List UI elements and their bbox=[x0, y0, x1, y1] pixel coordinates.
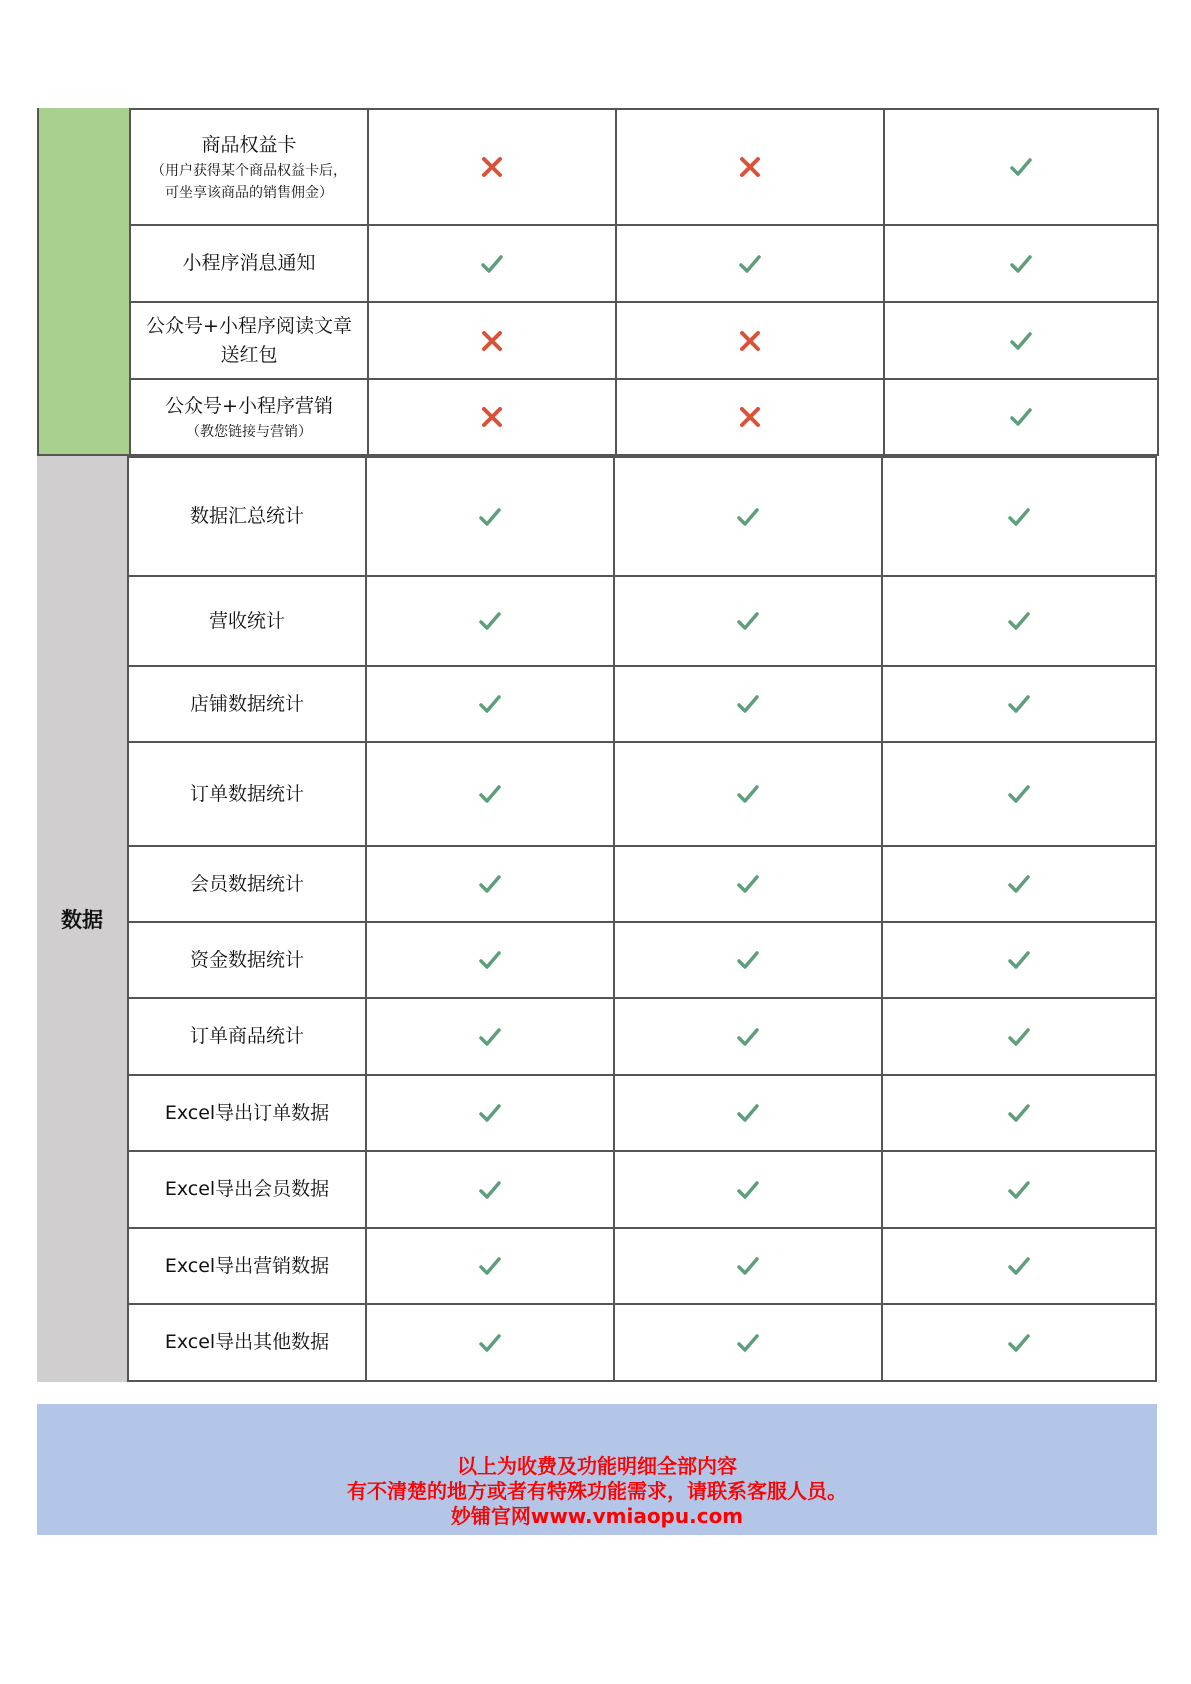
feature-cell bbox=[127, 1229, 367, 1303]
check-icon bbox=[736, 1178, 760, 1202]
mark-cell bbox=[617, 380, 885, 454]
feature-cell bbox=[127, 667, 367, 741]
feature-cell bbox=[127, 458, 367, 575]
mark-cell bbox=[883, 1152, 1157, 1227]
mark-cell bbox=[369, 110, 617, 224]
check-icon bbox=[478, 872, 502, 896]
feature-label: 商品权益卡 bbox=[201, 133, 297, 156]
footer-website: 妙铺官网www.vmiaopu.com bbox=[450, 1504, 744, 1528]
check-icon bbox=[736, 692, 760, 716]
cross-icon bbox=[738, 329, 762, 353]
table-row bbox=[127, 1152, 1157, 1229]
mark-cell bbox=[367, 1152, 615, 1227]
category-band-marketing bbox=[37, 108, 129, 456]
mark-cell bbox=[883, 1229, 1157, 1303]
feature-label: 公众号+小程序营销 bbox=[165, 394, 333, 417]
table-row bbox=[127, 999, 1157, 1076]
feature-label: 订单商品统计 bbox=[189, 1025, 304, 1047]
mark-cell bbox=[615, 1229, 883, 1303]
mark-cell bbox=[883, 458, 1157, 575]
mark-cell bbox=[369, 226, 617, 301]
check-icon bbox=[1007, 1101, 1031, 1125]
footer-line-1: 以上为收费及功能明细全部内容 bbox=[457, 1454, 737, 1478]
check-icon bbox=[1009, 155, 1033, 179]
table-row bbox=[127, 1305, 1157, 1382]
table-row bbox=[129, 226, 1159, 303]
feature-label: 资金数据统计 bbox=[189, 948, 304, 971]
feature-label: 数据汇总统计 bbox=[189, 505, 304, 527]
feature-cell bbox=[127, 1152, 367, 1227]
check-icon bbox=[478, 1025, 502, 1049]
check-icon bbox=[736, 1331, 760, 1355]
check-icon bbox=[1007, 782, 1031, 806]
check-icon bbox=[736, 505, 760, 529]
feature-label: 店铺数据统计 bbox=[189, 692, 304, 715]
mark-cell bbox=[883, 999, 1157, 1074]
mark-cell bbox=[369, 303, 617, 378]
check-icon bbox=[478, 692, 502, 716]
feature-label: 订单数据统计 bbox=[189, 782, 304, 805]
feature-cell bbox=[127, 577, 367, 665]
mark-cell bbox=[615, 1076, 883, 1150]
mark-cell bbox=[615, 999, 883, 1074]
mark-cell bbox=[367, 999, 615, 1074]
mark-cell bbox=[617, 303, 885, 378]
check-icon bbox=[736, 872, 760, 896]
check-icon bbox=[736, 609, 760, 633]
cross-icon bbox=[480, 405, 504, 429]
cross-icon bbox=[738, 405, 762, 429]
mark-cell bbox=[883, 847, 1157, 921]
check-icon bbox=[1007, 872, 1031, 896]
table-row bbox=[127, 743, 1157, 847]
table-row bbox=[127, 923, 1157, 999]
check-icon bbox=[1009, 405, 1033, 429]
check-icon bbox=[736, 1025, 760, 1049]
table-row bbox=[127, 456, 1157, 577]
table-row bbox=[129, 380, 1159, 456]
check-icon bbox=[736, 782, 760, 806]
check-icon bbox=[478, 948, 502, 972]
cross-icon bbox=[738, 155, 762, 179]
mark-cell bbox=[883, 743, 1157, 845]
mark-cell bbox=[883, 1305, 1157, 1380]
check-icon bbox=[1007, 1025, 1031, 1049]
mark-cell bbox=[615, 743, 883, 845]
mark-cell bbox=[615, 1152, 883, 1227]
table-row bbox=[129, 108, 1159, 226]
cross-icon bbox=[480, 155, 504, 179]
feature-note: （用户获得某个商品权益卡后， bbox=[151, 162, 347, 179]
check-icon bbox=[480, 252, 504, 276]
mark-cell bbox=[885, 303, 1159, 378]
cross-icon bbox=[480, 329, 504, 353]
feature-note: （教您链接与营销） bbox=[186, 423, 312, 440]
mark-cell bbox=[615, 667, 883, 741]
check-icon bbox=[478, 1101, 502, 1125]
mark-cell bbox=[367, 577, 615, 665]
check-icon bbox=[1007, 692, 1031, 716]
mark-cell bbox=[367, 1229, 615, 1303]
feature-comparison-table bbox=[37, 108, 1157, 1382]
mark-cell bbox=[615, 577, 883, 665]
mark-cell bbox=[367, 847, 615, 921]
mark-cell bbox=[615, 923, 883, 997]
table-row bbox=[127, 1229, 1157, 1305]
check-icon bbox=[1009, 252, 1033, 276]
feature-label-line2: 送红包 bbox=[220, 343, 278, 366]
category-band-data: 数据 bbox=[37, 456, 127, 1382]
feature-label: 会员数据统计 bbox=[189, 872, 304, 895]
mark-cell bbox=[367, 1076, 615, 1150]
table-row bbox=[127, 847, 1157, 923]
footer-notice bbox=[37, 1404, 1157, 1535]
check-icon bbox=[736, 948, 760, 972]
mark-cell bbox=[617, 110, 885, 224]
check-icon bbox=[1007, 1331, 1031, 1355]
mark-cell bbox=[885, 226, 1159, 301]
feature-label: Excel导出其他数据 bbox=[164, 1331, 330, 1353]
check-icon bbox=[1009, 329, 1033, 353]
section-data bbox=[37, 456, 1157, 1382]
feature-cell bbox=[127, 923, 367, 997]
check-icon bbox=[478, 782, 502, 806]
mark-cell bbox=[615, 1305, 883, 1380]
mark-cell bbox=[617, 226, 885, 301]
feature-label: 营收统计 bbox=[208, 609, 285, 632]
feature-label: 小程序消息通知 bbox=[182, 252, 316, 274]
mark-cell bbox=[615, 458, 883, 575]
check-icon bbox=[736, 1254, 760, 1278]
mark-cell bbox=[615, 847, 883, 921]
table-row bbox=[127, 577, 1157, 667]
mark-cell bbox=[883, 1076, 1157, 1150]
check-icon bbox=[1007, 609, 1031, 633]
check-icon bbox=[478, 1254, 502, 1278]
check-icon bbox=[478, 505, 502, 529]
mark-cell bbox=[883, 577, 1157, 665]
feature-cell bbox=[129, 110, 369, 224]
feature-note: 可坐享该商品的销售佣金） bbox=[165, 184, 333, 201]
check-icon bbox=[738, 252, 762, 276]
feature-label: Excel导出订单数据 bbox=[164, 1101, 330, 1124]
check-icon bbox=[478, 609, 502, 633]
mark-cell bbox=[367, 667, 615, 741]
check-icon bbox=[1007, 1178, 1031, 1202]
feature-cell bbox=[127, 847, 367, 921]
mark-cell bbox=[367, 923, 615, 997]
feature-label: Excel导出营销数据 bbox=[164, 1254, 330, 1277]
mark-cell bbox=[885, 380, 1159, 454]
table-row bbox=[127, 667, 1157, 743]
feature-cell bbox=[127, 743, 367, 845]
section-marketing bbox=[37, 108, 1157, 456]
check-icon bbox=[478, 1178, 502, 1202]
mark-cell bbox=[369, 380, 617, 454]
mark-cell bbox=[367, 743, 615, 845]
table-row bbox=[129, 303, 1159, 380]
mark-cell bbox=[367, 458, 615, 575]
feature-cell bbox=[127, 999, 367, 1074]
feature-cell bbox=[129, 380, 369, 454]
feature-cell bbox=[127, 1076, 367, 1150]
table-row bbox=[127, 1076, 1157, 1152]
check-icon bbox=[478, 1331, 502, 1355]
mark-cell bbox=[883, 667, 1157, 741]
mark-cell bbox=[883, 923, 1157, 997]
check-icon bbox=[736, 1101, 760, 1125]
feature-cell bbox=[127, 1305, 367, 1380]
mark-cell bbox=[367, 1305, 615, 1380]
footer-line-2: 有不清楚的地方或者有特殊功能需求，请联系客服人员。 bbox=[347, 1479, 847, 1503]
feature-label: Excel导出会员数据 bbox=[164, 1178, 330, 1200]
mark-cell bbox=[885, 110, 1159, 224]
check-icon bbox=[1007, 948, 1031, 972]
feature-cell bbox=[129, 226, 369, 301]
feature-cell bbox=[129, 303, 369, 378]
check-icon bbox=[1007, 505, 1031, 529]
check-icon bbox=[1007, 1254, 1031, 1278]
feature-label: 公众号+小程序阅读文章 bbox=[146, 314, 352, 337]
